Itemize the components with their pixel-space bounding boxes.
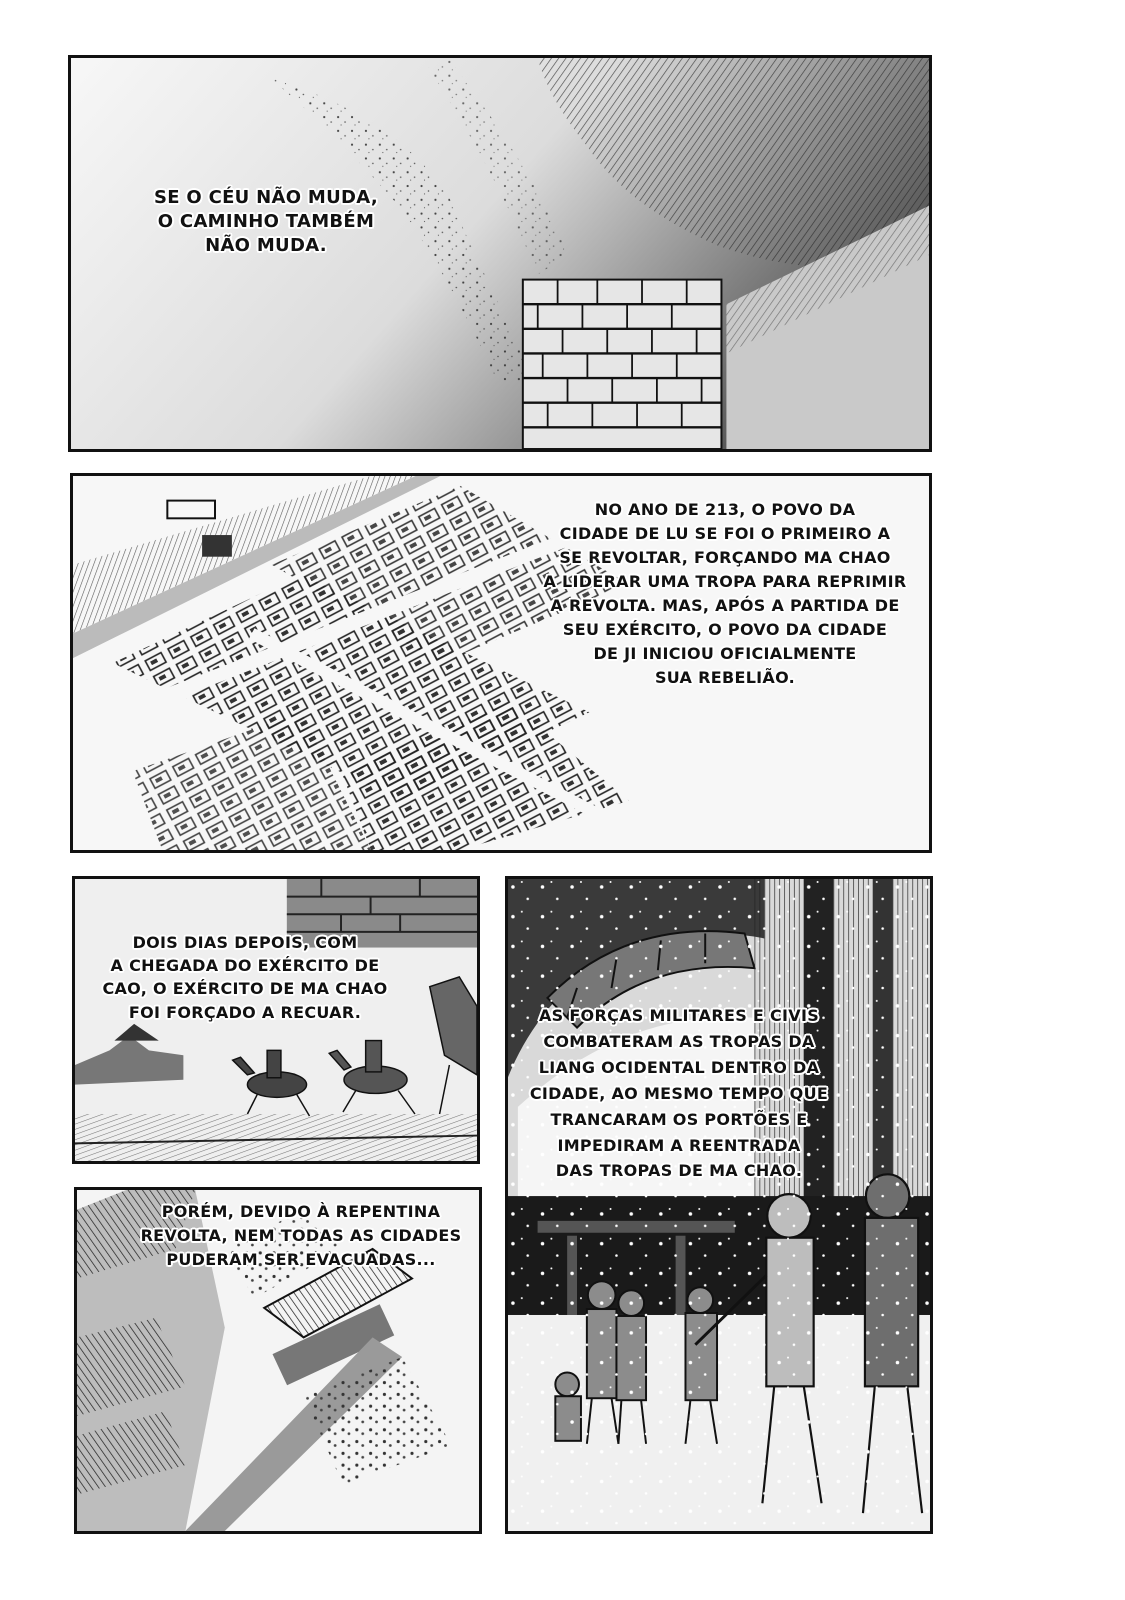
- caption-line: SE REVOLTAR, FORÇANDO MA CHAO: [559, 548, 891, 567]
- panel-2: [70, 473, 932, 853]
- caption-line: PUDERAM SER EVACUADAS...: [166, 1250, 436, 1269]
- caption-line: TRANCARAM OS PORTÕES E: [550, 1109, 808, 1129]
- caption-line: PORÉM, DEVIDO À REPENTINA: [161, 1202, 441, 1221]
- caption-line: REVOLTA, NEM TODAS AS CIDADES: [140, 1226, 462, 1245]
- caption-line: DE JI INICIOU OFICIALMENTE: [593, 644, 857, 663]
- tower-icon: [523, 280, 722, 449]
- caption-line: O CAMINHO TAMBÉM: [157, 210, 375, 232]
- gate-icon: [202, 535, 232, 557]
- narration-caption: [515, 498, 932, 690]
- caption-line: CIDADE, AO MESMO TEMPO QUE: [529, 1083, 829, 1103]
- caption-line: SE O CÉU NÃO MUDA,: [153, 187, 379, 208]
- caption-line: CIDADE DE LU SE FOI O PRIMEIRO A: [559, 524, 891, 543]
- caption-line: LIANG OCIDENTAL DENTRO DA: [538, 1057, 820, 1077]
- caption-line: SUA REBELIÃO.: [654, 668, 796, 687]
- narration-caption: [131, 186, 401, 257]
- panel-3: [72, 876, 480, 1164]
- narration-caption: [121, 1200, 481, 1272]
- caption-line: AS FORÇAS MILITARES E CIVIS: [538, 1006, 820, 1025]
- panel-5: [74, 1187, 482, 1534]
- caption-line: DAS TROPAS DE MA CHAO.: [555, 1161, 803, 1181]
- city-gate-illustration: [508, 879, 930, 1531]
- caption-line: A CHEGADA DO EXÉRCITO DE: [110, 956, 380, 976]
- caption-line: COMBATERAM AS TROPAS DA: [543, 1031, 815, 1051]
- caption-line: CAO, O EXÉRCITO DE MA CHAO: [102, 979, 388, 999]
- caption-line: NÃO MUDA.: [205, 234, 327, 256]
- narration-caption: [95, 931, 395, 1024]
- caption-line: IMPEDIRAM A REENTRADA: [557, 1135, 801, 1155]
- panel-4: [505, 876, 933, 1534]
- caption-line: DOIS DIAS DEPOIS, COM: [132, 933, 358, 952]
- caption-line: SEU EXÉRCITO, O POVO DA CIDADE: [562, 620, 888, 639]
- caption-line: FOI FORÇADO A RECUAR.: [128, 1002, 362, 1022]
- caption-line: A REVOLTA. MAS, APÓS A PARTIDA DE: [550, 596, 900, 615]
- caption-line: NO ANO DE 213, O POVO DA: [594, 500, 856, 519]
- panel-1: [68, 55, 932, 452]
- narration-caption: [514, 1003, 844, 1184]
- caption-line: A LIDERAR UMA TROPA PARA REPRIMIR: [543, 572, 907, 591]
